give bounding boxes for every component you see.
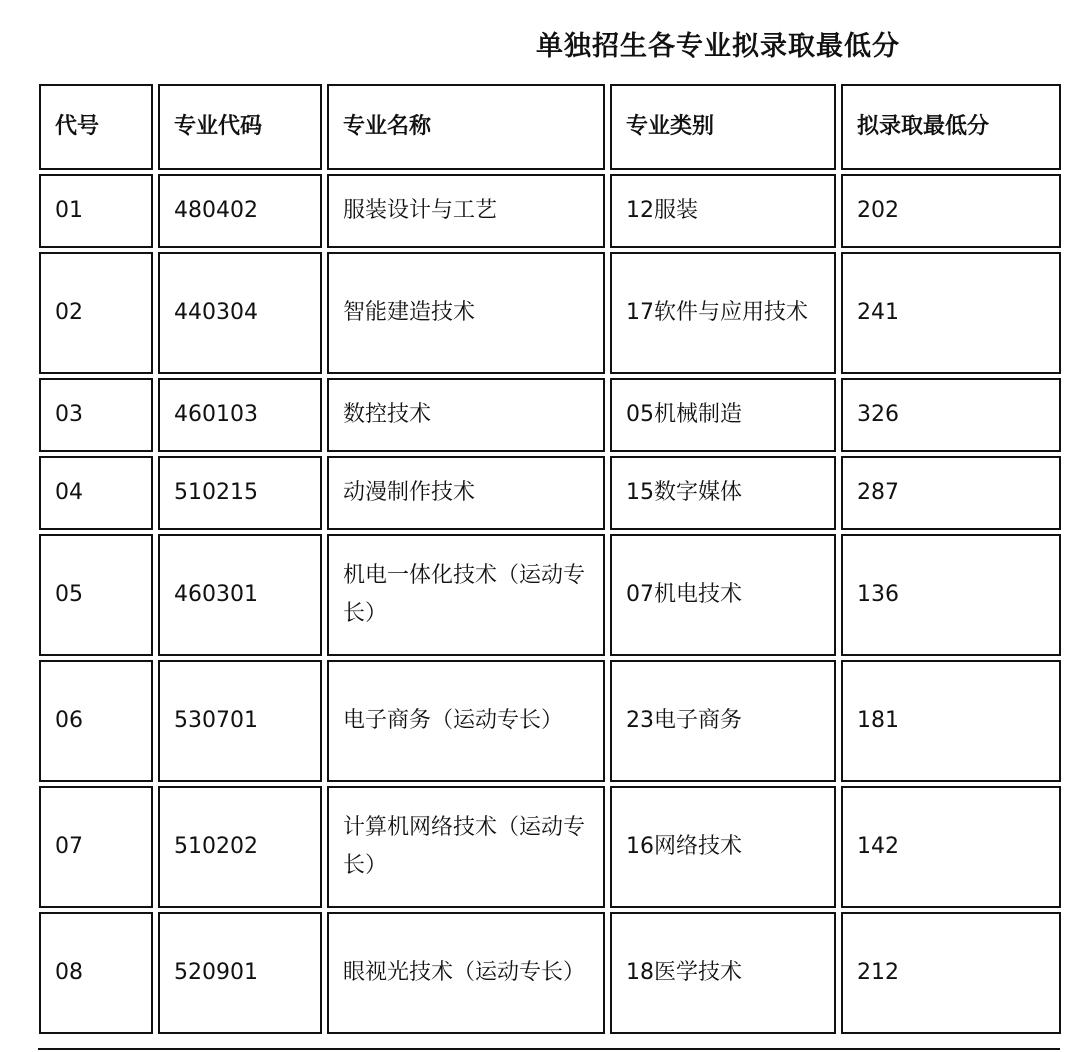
row-name: 电子商务（运动专长） xyxy=(327,660,605,782)
table-row xyxy=(39,456,1061,530)
row-code: 520901 xyxy=(158,912,322,1034)
row-category: 17软件与应用技术 xyxy=(610,252,836,374)
row-code: 440304 xyxy=(158,252,322,374)
row-category: 18医学技术 xyxy=(610,912,836,1034)
row-code: 460103 xyxy=(158,378,322,452)
row-code: 480402 xyxy=(158,174,322,248)
row-min-score: 181 xyxy=(841,660,1061,782)
header-category: 专业类别 xyxy=(610,84,836,170)
row-code: 510215 xyxy=(158,456,322,530)
header-name: 专业名称 xyxy=(327,84,605,170)
row-id: 05 xyxy=(39,534,153,656)
page-title: 单独招生各专业拟录取最低分 xyxy=(536,31,900,62)
row-category: 07机电技术 xyxy=(610,534,836,656)
row-name: 数控技术 xyxy=(327,378,605,452)
table-row xyxy=(39,174,1061,248)
row-category: 15数字媒体 xyxy=(610,456,836,530)
row-name: 眼视光技术（运动专长） xyxy=(327,912,605,1034)
row-category: 12服装 xyxy=(610,174,836,248)
row-name: 机电一体化技术（运动专长） xyxy=(327,534,605,656)
row-name: 计算机网络技术（运动专长） xyxy=(327,786,605,908)
row-name: 智能建造技术 xyxy=(327,252,605,374)
table-row xyxy=(39,252,1061,374)
row-name: 动漫制作技术 xyxy=(327,456,605,530)
header-code: 专业代码 xyxy=(158,84,322,170)
row-code: 460301 xyxy=(158,534,322,656)
row-id: 04 xyxy=(39,456,153,530)
row-code: 530701 xyxy=(158,660,322,782)
row-min-score: 326 xyxy=(841,378,1061,452)
row-min-score: 287 xyxy=(841,456,1061,530)
table-header-row xyxy=(39,84,1061,170)
table-row xyxy=(39,534,1061,656)
row-id: 08 xyxy=(39,912,153,1034)
row-id: 02 xyxy=(39,252,153,374)
row-min-score: 241 xyxy=(841,252,1061,374)
row-category: 05机械制造 xyxy=(610,378,836,452)
row-min-score: 136 xyxy=(841,534,1061,656)
row-category: 16网络技术 xyxy=(610,786,836,908)
row-id: 06 xyxy=(39,660,153,782)
table-row xyxy=(39,786,1061,908)
header-min-score: 拟录取最低分 xyxy=(841,84,1061,170)
bottom-divider xyxy=(38,1048,1060,1050)
table-row xyxy=(39,912,1061,1034)
row-id: 01 xyxy=(39,174,153,248)
row-id: 03 xyxy=(39,378,153,452)
row-code: 510202 xyxy=(158,786,322,908)
row-min-score: 142 xyxy=(841,786,1061,908)
table-row xyxy=(39,660,1061,782)
table-row xyxy=(39,378,1061,452)
row-id: 07 xyxy=(39,786,153,908)
header-id: 代号 xyxy=(39,84,153,170)
row-name: 服装设计与工艺 xyxy=(327,174,605,248)
row-min-score: 212 xyxy=(841,912,1061,1034)
row-category: 23电子商务 xyxy=(610,660,836,782)
row-min-score: 202 xyxy=(841,174,1061,248)
admission-score-table xyxy=(34,80,1066,1038)
